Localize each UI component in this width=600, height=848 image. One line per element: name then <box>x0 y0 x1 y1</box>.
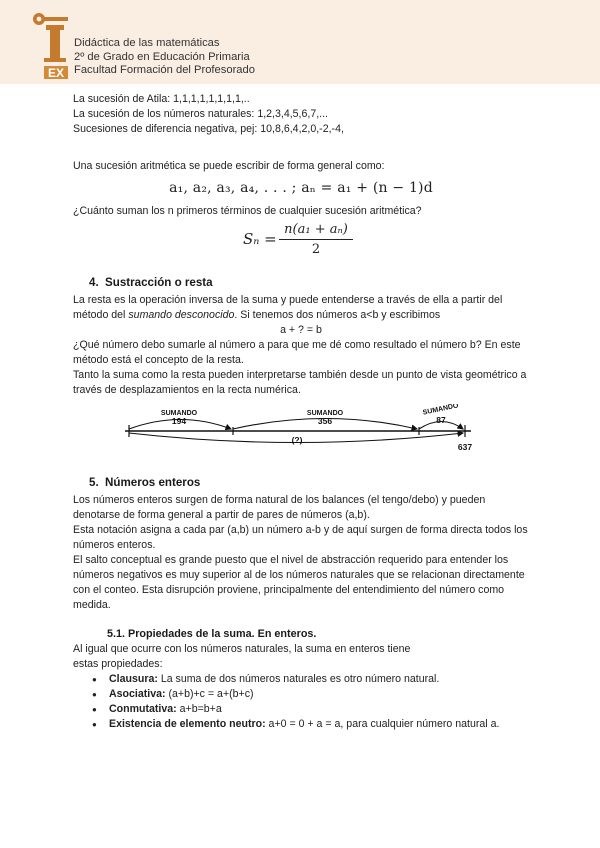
section-4-paragraph-2: ¿Qué número debo sumarle al número a para que me dé como resultado el número b? En este método está el concepto de la resta. <box>73 339 521 366</box>
logo-text: EX <box>47 66 65 80</box>
list-item: ● Clausura: La suma de dos números naturales es otro número natural. <box>109 672 529 687</box>
sum-formula-numerator: n(a₁ + aₙ) <box>284 222 348 237</box>
course-degree: 2º de Grado en Educación Primaria <box>74 50 250 63</box>
sum-formula-fraction <box>279 221 353 258</box>
sum-formula <box>73 221 529 261</box>
label-sumando-2: SUMANDO <box>306 410 344 417</box>
section-4-heading: 4. Sustracción o resta <box>89 276 213 289</box>
section-4-paragraph-3: Tanto la suma como la resta pueden interpretarse también desde un punto de vista geométrico a través de desplazamientos en la recta numérica. <box>73 369 527 396</box>
number-line-diagram <box>73 404 529 454</box>
sum-formula-lhs: Sₙ = <box>243 230 277 248</box>
intro-line-1: La sucesión de Atila: 1,1,1,1,1,1,1,1,.. <box>73 93 250 105</box>
label-sumando-1: SUMANDO <box>160 410 198 417</box>
intro-line-2: La sucesión de los números naturales: 1,2,3,4,5,6,7,... <box>73 108 328 120</box>
list-item: ● Existencia de elemento neutro: a+0 = 0 + a = a, para cualquier número natural a. <box>109 717 529 732</box>
unknown-addend-equation: a + ? = b <box>280 324 322 336</box>
section-5-1-intro-2: estas propiedades: <box>73 658 163 670</box>
section-5-heading: 5. Números enteros <box>89 476 201 489</box>
sum-formula-denominator: 2 <box>311 242 321 257</box>
section-5-paragraph-1: Los números enteros surgen de forma natural de los balances (el tengo/debo) y pueden denotarse de forma general a partir de pares de números (a,b). <box>73 494 486 521</box>
section-5-paragraph-3: El salto conceptual es grande puesto que el nivel de abstracción requerido para entender los números negativos es muy superior al de los números naturales que se relacionan directamente con el conteo. Esta disrupción proviene, principalmente del entendimiento del número como medida. <box>73 554 525 611</box>
section-5-1-heading: 5.1. Propiedades de la suma. En enteros. <box>107 628 317 640</box>
properties-list <box>73 672 529 732</box>
list-item: ● Asociativa: (a+b)+c = a+(b+c) <box>109 687 529 702</box>
intro-line-3: Sucesiones de diferencia negativa, pej: 10,8,6,4,2,0,-2,-4, <box>73 123 344 135</box>
page-content <box>73 92 529 732</box>
label-sumando-3: SUMANDO <box>422 404 460 417</box>
sum-question: ¿Cuánto suman los n primeros términos de cualquier sucesión aritmética? <box>73 205 422 217</box>
value-unknown: (?) <box>291 435 303 445</box>
list-item: ● Conmutativa: a+b=b+a <box>109 702 529 717</box>
university-logo <box>28 12 70 80</box>
page-header <box>0 0 600 84</box>
section-5-paragraph-2: Esta notación asigna a cada par (a,b) un número a-b y de aquí surgen de forma directa todos los números enteros. <box>73 524 528 551</box>
value-637: 637 <box>457 442 473 452</box>
value-356: 356 <box>317 416 333 426</box>
value-87: 87 <box>436 415 446 425</box>
course-title: Didáctica de las matemáticas <box>74 37 220 49</box>
general-form-text: Una sucesión aritmética se puede escribir de forma general como: <box>73 160 385 172</box>
value-194: 194 <box>171 416 187 426</box>
section-4-paragraph-1: La resta es la operación inversa de la suma y puede entenderse a través de ella a partir del método del sumando desconocido. Si tenemos dos números a<b y escribimos <box>73 294 503 321</box>
arithmetic-sequence-formula: a₁, a₂, a₃, a₄, . . . ; aₙ = a₁ + (n − 1)d <box>169 180 433 196</box>
faculty-name: Facultad Formación del Profesorado <box>74 64 255 77</box>
header-text <box>74 37 255 78</box>
section-5-1-intro-1: Al igual que ocurre con los números naturales, la suma en enteros tiene <box>73 643 411 655</box>
